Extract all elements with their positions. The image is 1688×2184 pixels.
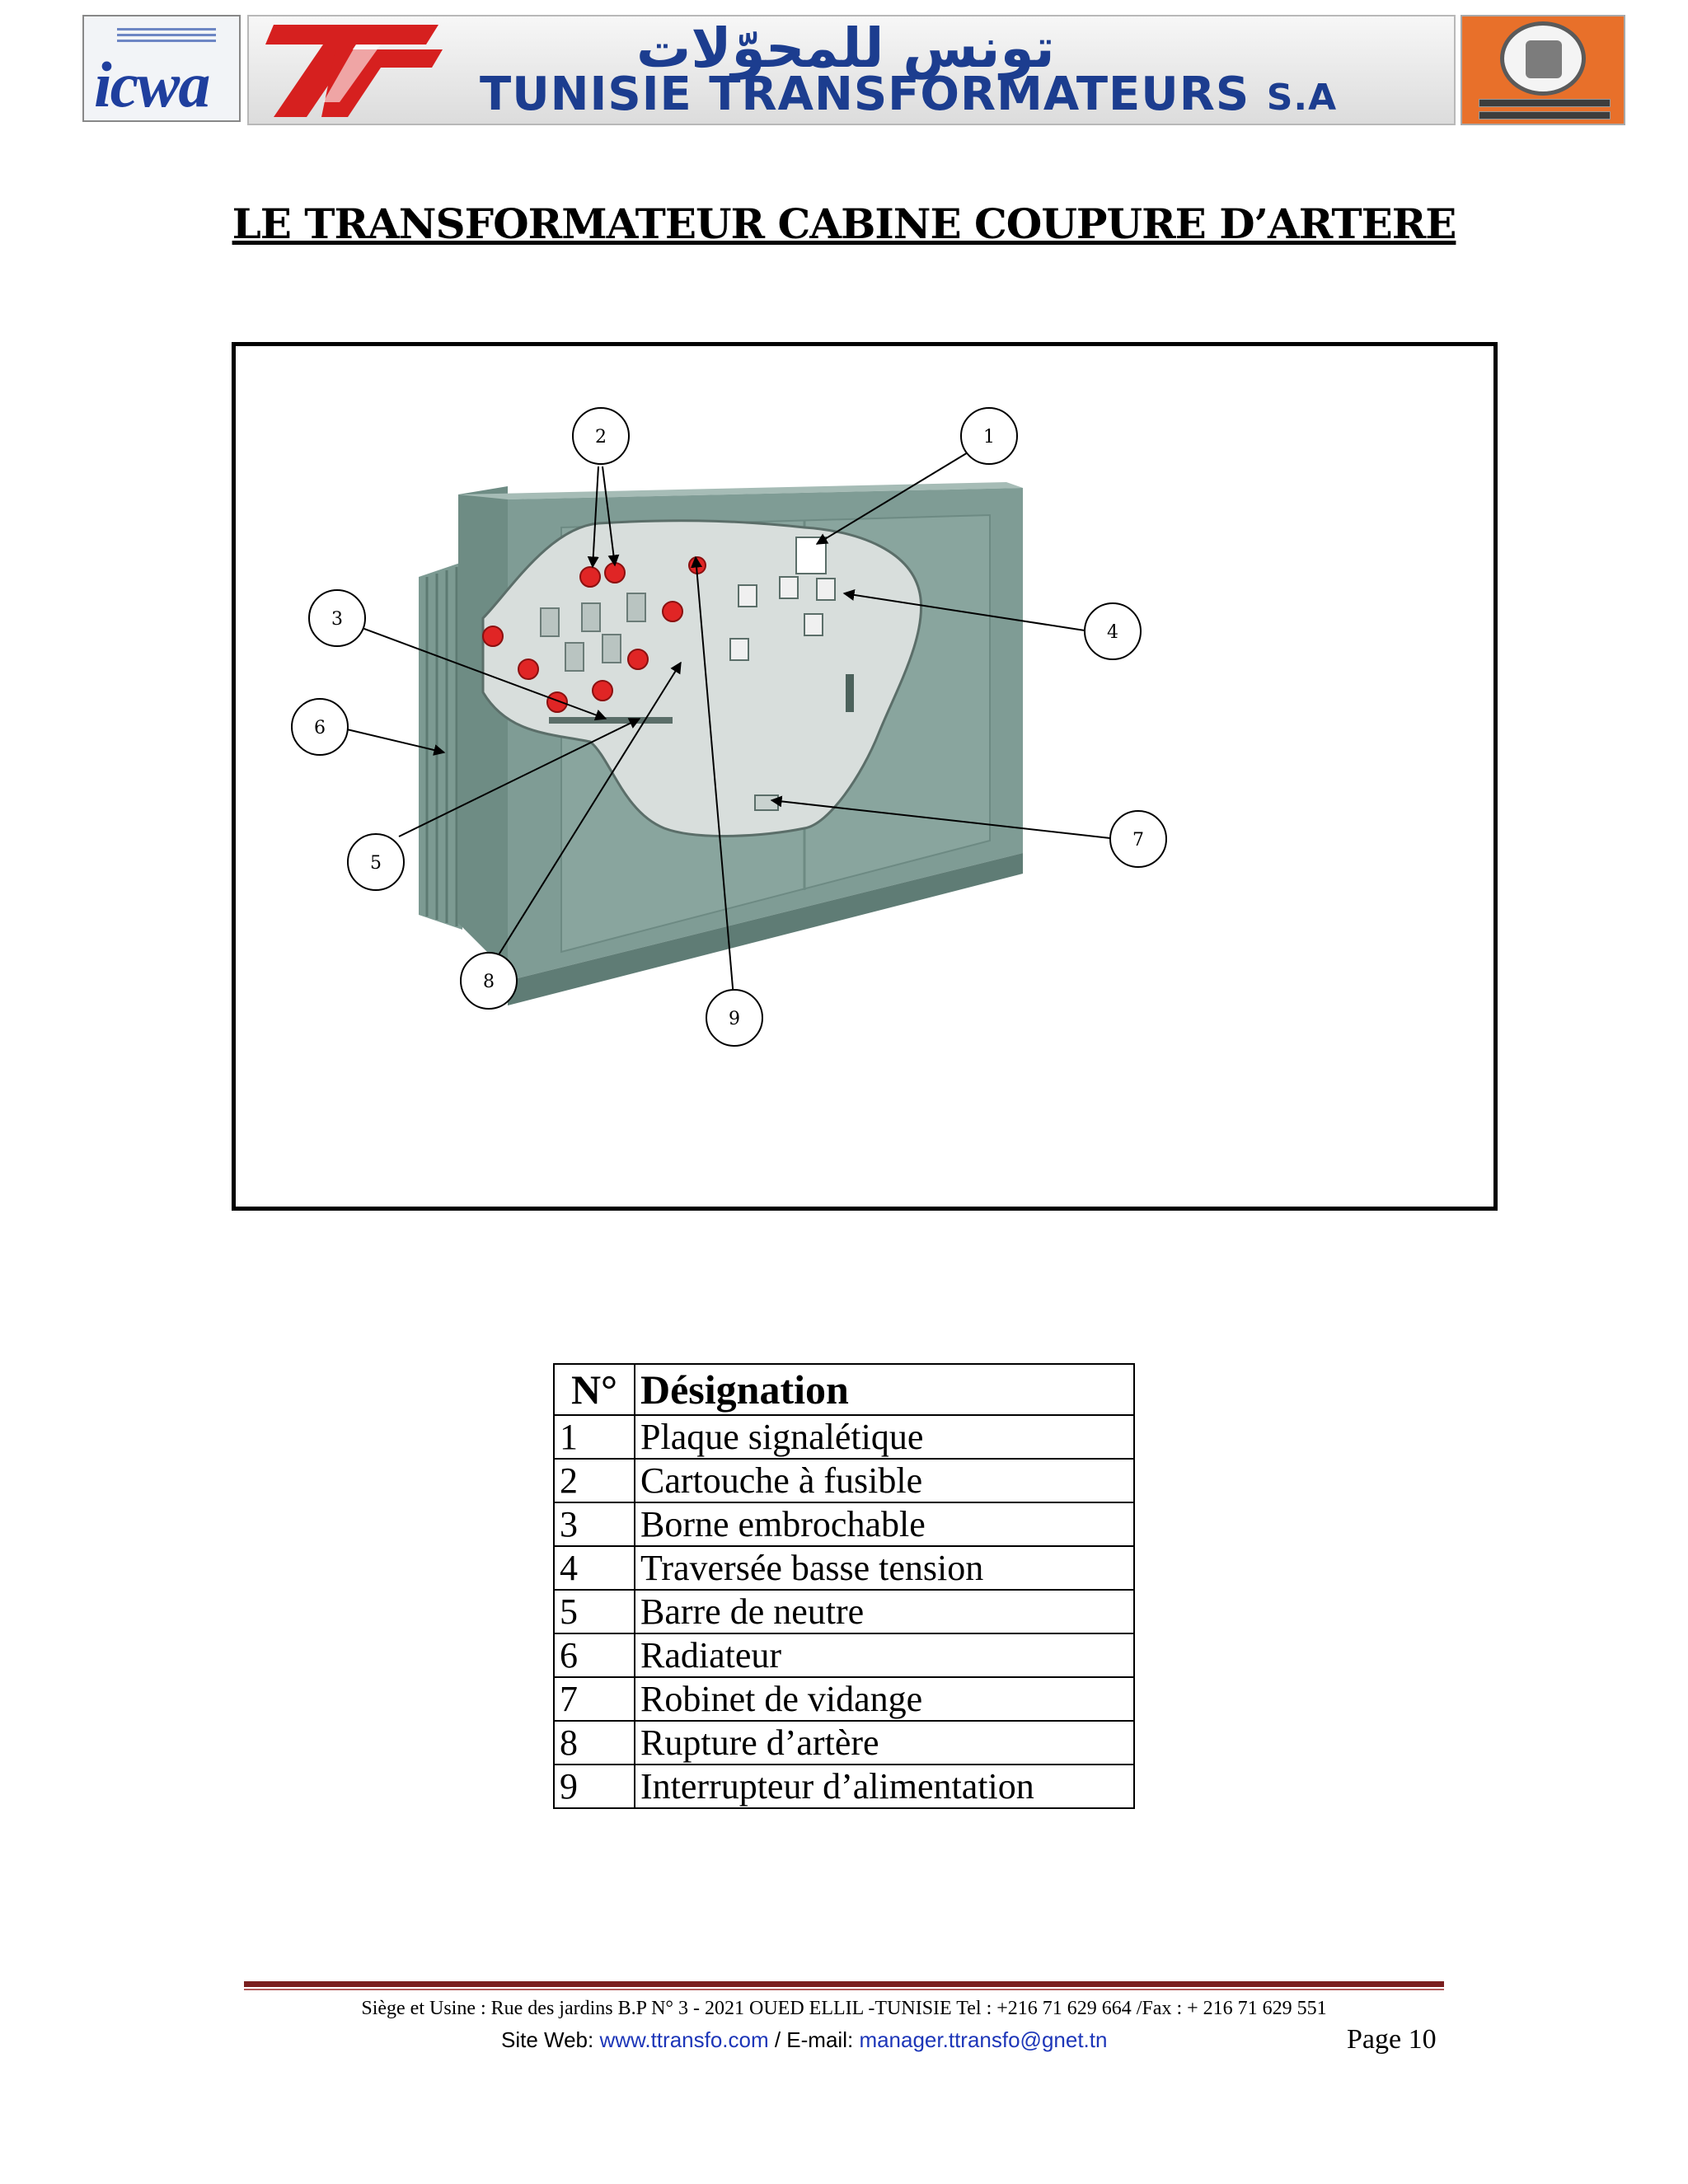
row-number: 8 <box>554 1721 635 1765</box>
company-name <box>480 68 1337 121</box>
callout-5 <box>348 834 404 890</box>
header-number: N° <box>554 1364 635 1415</box>
designation-table <box>553 1363 1135 1809</box>
bureau-veritas-logo <box>1461 15 1625 125</box>
callout-7 <box>1110 811 1166 867</box>
company-banner <box>247 15 1456 125</box>
row-number: 4 <box>554 1546 635 1590</box>
table-row <box>554 1765 1134 1808</box>
row-designation: Traversée basse tension <box>635 1546 1134 1590</box>
callout-9-label: 9 <box>729 1009 740 1029</box>
table-row <box>554 1677 1134 1721</box>
bureau-veritas-wordmark-bars <box>1479 99 1611 124</box>
page-title: LE TRANSFORMATEUR CABINE COUPURE D’ARTERE <box>232 199 1456 248</box>
row-designation: Cartouche à fusible <box>635 1459 1134 1502</box>
row-number: 3 <box>554 1502 635 1546</box>
transformer-illustration <box>236 346 1493 1207</box>
door-handle <box>846 674 854 712</box>
nameplate <box>796 537 826 574</box>
site-link[interactable]: www.ttransfo.com <box>599 2027 769 2052</box>
callout-4 <box>1085 603 1141 659</box>
icwa-logo-text: icwa <box>94 49 209 120</box>
company-suffix: S.A <box>1266 77 1338 119</box>
callout-1-label: 1 <box>983 427 995 448</box>
table-row <box>554 1415 1134 1459</box>
company-name-main: TUNISIE TRANSFORMATEURS <box>480 68 1250 121</box>
table-row <box>554 1633 1134 1677</box>
callout-2-label: 2 <box>595 427 607 448</box>
callout-6-label: 6 <box>314 718 326 738</box>
table-row <box>554 1502 1134 1546</box>
footer-divider <box>244 1981 1444 1991</box>
page-number: Page 10 <box>1347 2024 1437 2055</box>
callout-7-label: 7 <box>1132 830 1144 851</box>
row-designation: Barre de neutre <box>635 1590 1134 1633</box>
callout-9 <box>706 990 762 1046</box>
table-row <box>554 1546 1134 1590</box>
footer-address: Siège et Usine : Rue des jardins B.P N° 3 - 2021 OUED ELLIL -TUNISIE Tel : +216 71 629 664 /Fax : + 216 71 629 551 <box>361 1998 1327 2019</box>
callout-5-label: 5 <box>370 853 382 874</box>
row-number: 1 <box>554 1415 635 1459</box>
tt-logo-icon <box>257 20 447 122</box>
callout-4-label: 4 <box>1107 622 1118 643</box>
row-number: 5 <box>554 1590 635 1633</box>
table-row <box>554 1590 1134 1633</box>
header-banner <box>82 15 1625 125</box>
row-designation: Rupture d’artère <box>635 1721 1134 1765</box>
email-link[interactable]: manager.ttransfo@gnet.tn <box>859 2027 1108 2052</box>
callout-3-label: 3 <box>331 609 343 630</box>
header-designation: Désignation <box>635 1364 1134 1415</box>
footer-contact <box>501 2027 1107 2053</box>
drain-valve <box>755 795 778 810</box>
callout-1 <box>961 408 1017 464</box>
neutral-bar <box>549 717 673 724</box>
site-label: Site Web: <box>501 2027 600 2052</box>
table-row <box>554 1721 1134 1765</box>
email-separator: / E-mail: <box>768 2027 860 2052</box>
row-designation: Plaque signalétique <box>635 1415 1134 1459</box>
callout-8 <box>461 953 517 1009</box>
cabinet-side <box>458 486 508 972</box>
row-designation: Borne embrochable <box>635 1502 1134 1546</box>
row-number: 2 <box>554 1459 635 1502</box>
row-designation: Radiateur <box>635 1633 1134 1677</box>
callout-2 <box>573 408 629 464</box>
row-number: 9 <box>554 1765 635 1808</box>
callout-3 <box>309 590 365 646</box>
icwa-logo <box>82 15 241 122</box>
row-number: 6 <box>554 1633 635 1677</box>
callout-8-label: 8 <box>483 972 495 992</box>
row-designation: Robinet de vidange <box>635 1677 1134 1721</box>
row-designation: Interrupteur d’alimentation <box>635 1765 1134 1808</box>
transformer-diagram <box>232 342 1498 1211</box>
company-name-arabic: تونس للمحوّلات <box>636 16 1055 80</box>
icwa-tagline-lines <box>117 28 216 46</box>
callout-6 <box>292 699 348 755</box>
bureau-veritas-seal-icon <box>1500 21 1586 96</box>
table-header-row <box>554 1364 1134 1415</box>
row-number: 7 <box>554 1677 635 1721</box>
radiator-fins <box>419 562 462 930</box>
table-row <box>554 1459 1134 1502</box>
